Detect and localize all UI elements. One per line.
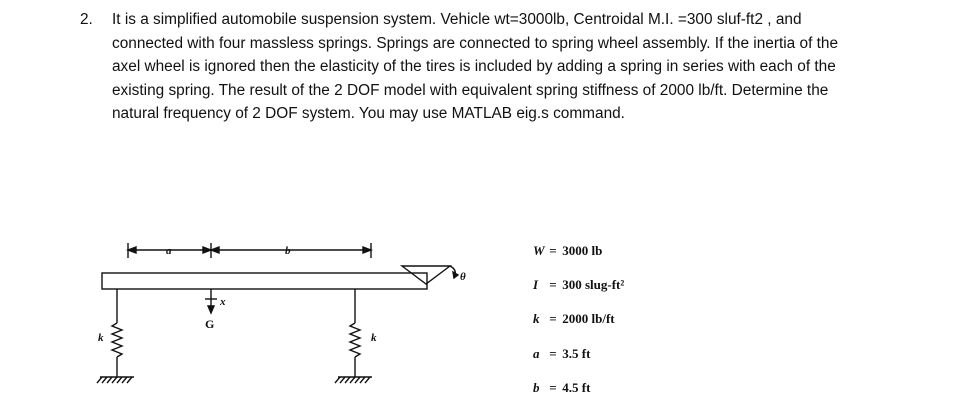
suspension-figure	[80, 225, 500, 415]
arrow-a-left	[128, 247, 136, 253]
right-ground-hatch	[335, 377, 370, 383]
parameter-list	[533, 238, 703, 409]
x-arrowhead	[208, 306, 214, 313]
param-value: 300 slug-ft²	[562, 277, 625, 293]
centroid-label: G	[205, 317, 215, 331]
dim-a-label: a	[166, 245, 172, 257]
param-symbol: a	[533, 345, 540, 361]
arrow-b-left	[211, 247, 219, 253]
left-spring-label: k	[98, 332, 104, 344]
param-b	[533, 375, 703, 409]
x-label: x	[220, 296, 226, 308]
theta-label: θ	[460, 271, 466, 283]
param-value: 4.5 ft	[562, 379, 591, 395]
problem-number: 2.	[80, 11, 93, 28]
right-spring-label: k	[371, 332, 377, 344]
param-value: 2000 lb/ft	[562, 311, 615, 327]
param-equals: =	[549, 345, 557, 361]
arrow-b-right	[363, 247, 371, 253]
param-equals: =	[549, 379, 557, 395]
param-symbol: k	[533, 311, 540, 327]
right-spring-coil	[350, 323, 360, 357]
problem-statement	[60, 8, 850, 126]
param-equals: =	[549, 243, 557, 258]
problem-text: It is a simplified automobile suspension system. Vehicle wt=3000lb, Centroidal M.I. =300 sluf-ft2 , and connected with four massless springs. Springs are connected to spring wheel assembly. If the inertia of the axel wheel is ignored then the elasticity of the tires is included by adding a spring in series with each of the existing spring. The result of the 2 DOF model with equivalent spring stiffness of 2000 lb/ft. Determine the natural frequency of 2 DOF system. You may use MATLAB eig.s command.	[112, 11, 839, 123]
param-stiffness	[533, 306, 703, 340]
param-symbol: W	[533, 243, 545, 258]
param-equals: =	[549, 277, 557, 293]
param-a	[533, 341, 703, 375]
left-ground-hatch	[97, 377, 132, 383]
rotation-arrow-icon	[398, 262, 478, 292]
param-value: 3.5 ft	[562, 345, 591, 361]
vehicle-beam	[102, 273, 427, 289]
param-weight	[533, 238, 703, 272]
suspension-diagram	[80, 225, 500, 415]
param-equals: =	[549, 311, 557, 327]
dim-b-label: b	[285, 245, 291, 257]
param-symbol: b	[533, 379, 540, 395]
left-spring-coil	[112, 323, 122, 357]
param-inertia	[533, 272, 703, 306]
param-symbol: I	[533, 277, 539, 293]
rotation-indicator	[398, 262, 478, 292]
param-value: 3000 lb	[562, 243, 603, 258]
